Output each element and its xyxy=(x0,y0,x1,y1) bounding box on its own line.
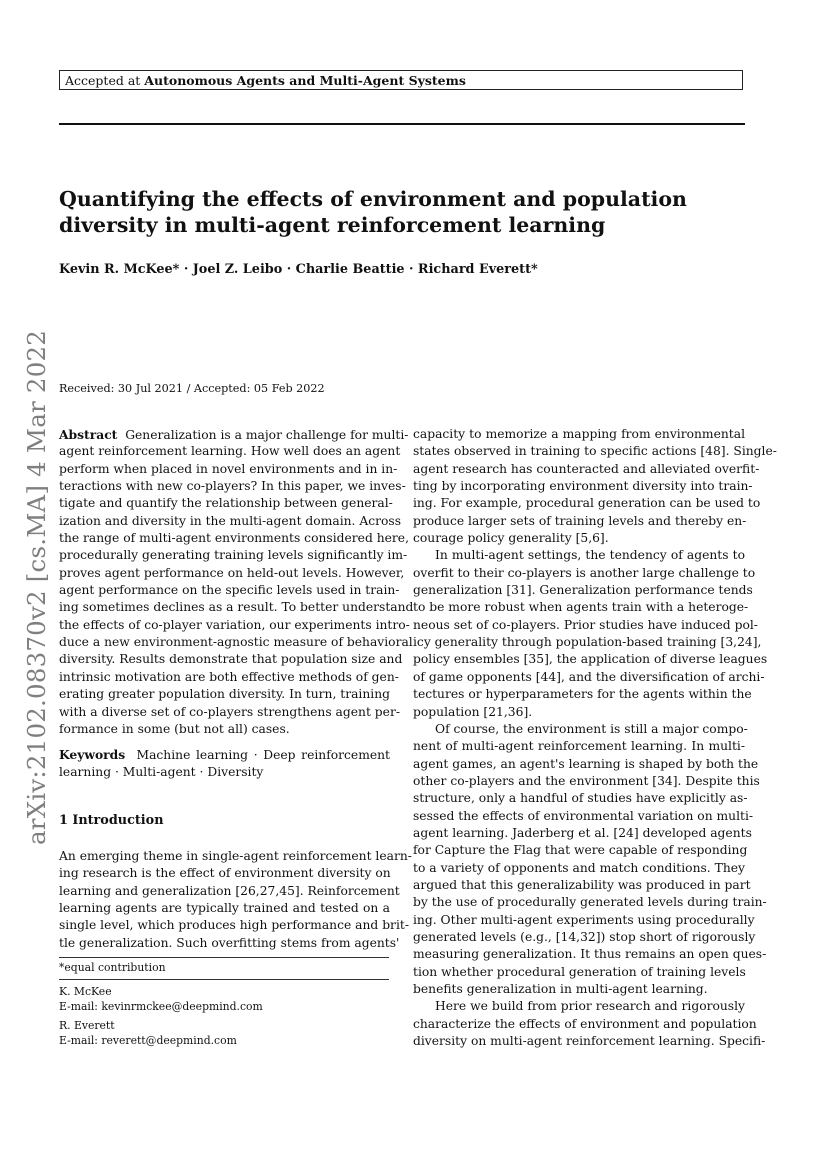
body-line: icy generality through population-based training [3,24], xyxy=(413,635,762,650)
intro-line: single level, which produces high performance and brit- xyxy=(59,918,409,933)
header-rule xyxy=(59,123,745,125)
body-line: policy ensembles [35], the application of diverse leagues xyxy=(413,652,768,667)
body-line: for Capture the Flag that were capable of responding xyxy=(413,843,748,858)
abstract-block xyxy=(59,426,414,781)
intro-paragraph xyxy=(59,848,412,952)
body-line: nent of multi-agent reinforcement learning. In multi- xyxy=(413,739,745,754)
keywords-label: Keywords xyxy=(59,747,126,763)
body-line: courage policy generality [5,6]. xyxy=(413,531,609,546)
abstract-line: intrinsic motivation are both effective methods of gen- xyxy=(59,669,399,684)
footnote-rule xyxy=(59,979,389,980)
body-line: generalization [31]. Generalization performance tends xyxy=(413,583,753,598)
title-line-2: diversity in multi-agent reinforcement learning xyxy=(59,213,606,237)
body-line: characterize the effects of environment and population xyxy=(413,1016,757,1031)
body-line: of game opponents [44], and the diversification of archi- xyxy=(413,669,765,684)
keywords-line: Keywords Machine learning · Deep reinforcement xyxy=(59,747,390,763)
body-line: Of course, the environment is still a major compo- xyxy=(435,721,748,736)
intro-line: learning agents are typically trained and tested on a xyxy=(59,901,390,916)
body-line: Here we build from prior research and rigorously xyxy=(435,999,745,1014)
abstract-line: ing sometimes declines as a result. To better understand xyxy=(59,600,414,615)
received-dates: Received: 30 Jul 2021 / Accepted: 05 Feb 2022 xyxy=(59,382,325,395)
abstract-line: tigate and quantify the relationship between general- xyxy=(59,496,393,511)
abstract-line: erating greater population diversity. In turn, training xyxy=(59,687,390,702)
abstract-line: formance in some (but not all) cases. xyxy=(59,721,290,736)
intro-line: tle generalization. Such overfitting stems from agents' xyxy=(59,935,400,950)
body-line: In multi-agent settings, the tendency of agents to xyxy=(435,548,745,563)
venue-prefix: Accepted at xyxy=(65,73,141,88)
page-title xyxy=(59,186,749,238)
body-line: overfit to their co-players is another large challenge to xyxy=(413,565,756,580)
abstract-line: with a diverse set of co-players strengthens agent per- xyxy=(59,704,400,719)
contact-block xyxy=(59,1018,237,1048)
body-line: states observed in training to specific actions [48]. Single- xyxy=(413,444,777,459)
body-line: tectures or hyperparameters for the agents within the xyxy=(413,687,752,702)
title-line-1: Quantifying the effects of environment and population xyxy=(59,187,687,211)
contact-email[interactable]: E-mail: reverett@deepmind.com xyxy=(59,1034,237,1047)
contact-email[interactable]: E-mail: kevinrmckee@deepmind.com xyxy=(59,1000,263,1013)
body-line: population [21,36]. xyxy=(413,704,533,719)
body-line: capacity to memorize a mapping from environmental xyxy=(413,427,745,441)
body-line: neous set of co-players. Prior studies have induced pol- xyxy=(413,617,758,632)
keywords-line: learning · Multi-agent · Diversity xyxy=(59,764,264,779)
author-list: Kevin R. McKee* · Joel Z. Leibo · Charlie Beattie · Richard Everett* xyxy=(59,262,538,277)
abstract-line: agent reinforcement learning. How well does an agent xyxy=(59,444,401,459)
abstract-line: ization and diversity in the multi-agent domain. Across xyxy=(59,513,402,528)
abstract-line: the range of multi-agent environments considered here, xyxy=(59,531,409,546)
body-line: to be more robust when agents train with a heteroge- xyxy=(413,600,749,615)
abstract-line: agent performance on the specific levels used in train- xyxy=(59,583,400,598)
intro-line: An emerging theme in single-agent reinforcement learn- xyxy=(59,849,412,863)
intro-line: ing research is the effect of environment diversity on xyxy=(59,866,391,881)
contact-block xyxy=(59,984,263,1014)
body-line: structure, only a handful of studies have explicitly as- xyxy=(413,791,748,806)
body-line: ting by incorporating environment diversity into train- xyxy=(413,479,753,494)
abstract-label: Abstract xyxy=(59,427,118,442)
footnote: *equal contribution xyxy=(59,961,166,974)
abstract-line: the effects of co-player variation, our experiments intro- xyxy=(59,617,410,632)
abstract-line: proves agent performance on held-out levels. However, xyxy=(59,565,405,580)
venue-name: Autonomous Agents and Multi-Agent Systems xyxy=(144,73,466,88)
body-line: ing. For example, procedural generation can be used to xyxy=(413,496,761,511)
abstract-line: teractions with new co-players? In this paper, we inves- xyxy=(59,479,406,494)
body-line: other co-players and the environment [34]. Despite this xyxy=(413,773,760,788)
body-line: tion whether procedural generation of training levels xyxy=(413,964,746,979)
body-line: agent research has counteracted and alleviated overfit- xyxy=(413,461,760,476)
venue-banner xyxy=(59,70,743,90)
body-line: diversity on multi-agent reinforcement learning. Specifi- xyxy=(413,1034,766,1049)
abstract-line: duce a new environment-agnostic measure of behavioral xyxy=(59,635,413,650)
body-line: sessed the effects of environmental variation on multi- xyxy=(413,808,754,823)
body-line: to a variety of opponents and match conditions. They xyxy=(413,860,745,875)
body-line: produce larger sets of training levels and thereby en- xyxy=(413,513,747,528)
arxiv-stamp: arXiv:2102.08370v2 [cs.MA] 4 Mar 2022 xyxy=(22,329,51,845)
body-line: agent learning. Jaderberg et al. [24] developed agents xyxy=(413,825,752,840)
body-line: benefits generalization in multi-agent learning. xyxy=(413,982,708,996)
abstract-line: diversity. Results demonstrate that population size and xyxy=(59,652,403,667)
abstract-line: perform when placed in novel environments and in in- xyxy=(59,461,398,476)
body-line: generated levels (e.g., [14,32]) stop short of rigorously xyxy=(413,929,756,944)
contact-name: K. McKee xyxy=(59,985,112,998)
body-right-column xyxy=(413,426,777,1050)
abstract-line: Abstract Generalization is a major challenge for multi- xyxy=(59,427,409,442)
intro-line: learning and generalization [26,27,45]. Reinforcement xyxy=(59,883,400,898)
body-line: agent games, an agent's learning is shaped by both the xyxy=(413,756,759,771)
abstract-line: procedurally generating training levels significantly im- xyxy=(59,548,408,563)
footnote-rule xyxy=(59,957,389,958)
body-line: argued that this generalizability was produced in part xyxy=(413,877,751,892)
section-heading: 1 Introduction xyxy=(59,813,164,828)
contact-name: R. Everett xyxy=(59,1019,115,1032)
body-line: measuring generalization. It thus remains an open ques- xyxy=(413,947,767,962)
body-line: ing. Other multi-agent experiments using procedurally xyxy=(413,912,755,927)
body-line: by the use of procedurally generated levels during train- xyxy=(413,895,767,910)
